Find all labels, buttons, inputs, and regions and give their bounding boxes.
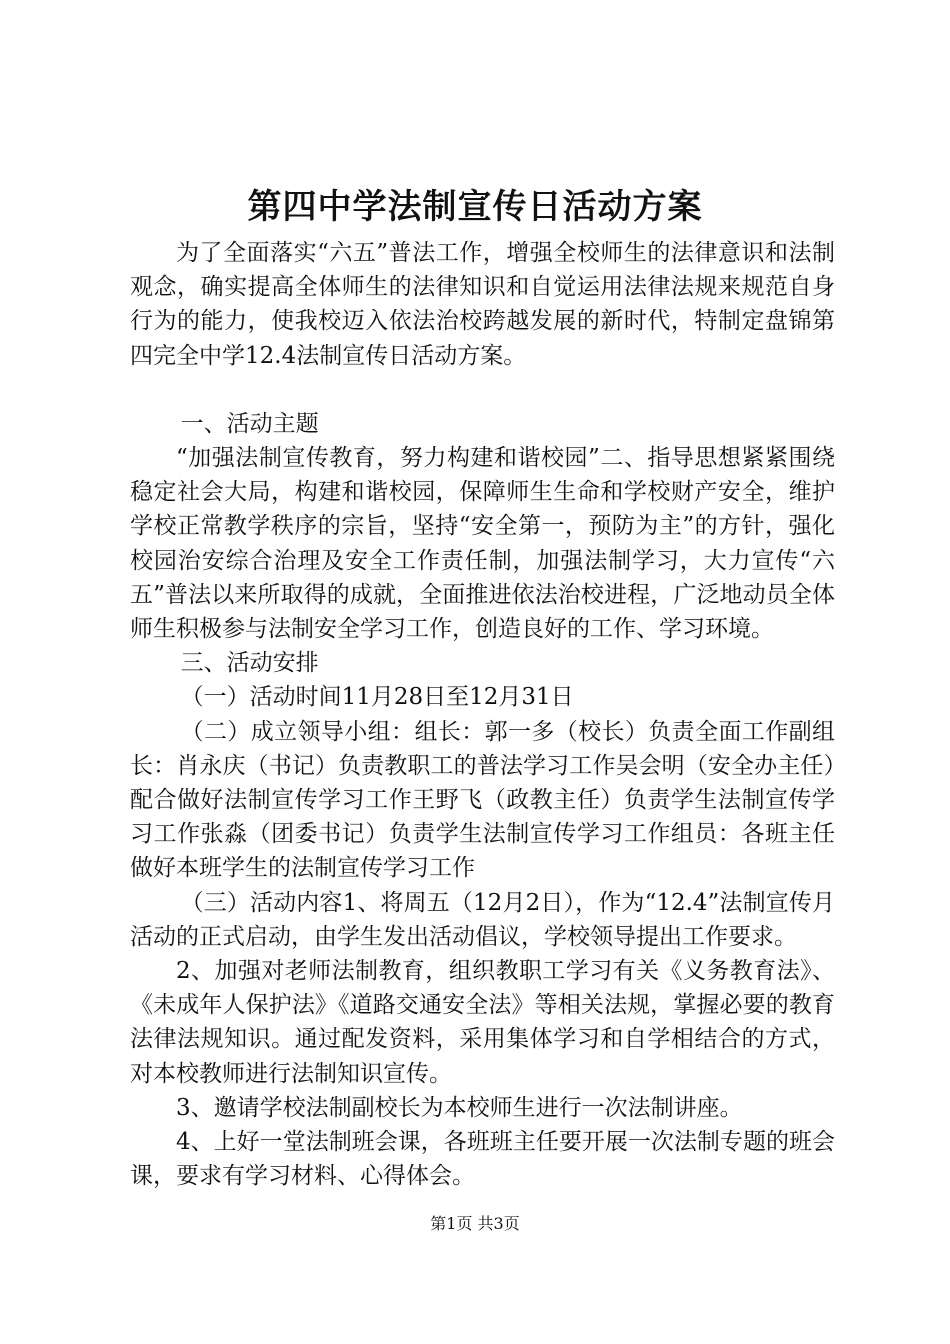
document-title: 第四中学法制宣传日活动方案 [247,187,703,227]
content-item-2: 2、加强对老师法制教育，组织教职工学习有关《义务教育法》、《未成年人保护法》《道路交通安全法》等相关法规，掌握必要的教育法律法规知识。通过配发资料，采用集体学习和自学相结合的方式，对本校教师进行法制知识宣传。 [130,958,835,1087]
section-heading-arrangement: 三、活动安排 [180,650,319,677]
theme-paragraph: “加强法制宣传教育，努力构建和谐校园”二、指导思想紧紧围绕稳定社会大局，构建和谐校园，保障师生生命和学校财产安全，维护学校正常教学秩序的宗旨，坚持“安全第一，预防为主”的方针，强化校园治安综合治理及安全工作责任制，加强法制学习，大力宣传“六五”普法以来所取得的成就，全面推进依法治校进程，广泛地动员全体师生积极参与法制安全学习工作，创造良好的工作、学习环境。 [130,445,835,643]
content-item-4: 4、上好一堂法制班会课，各班班主任要开展一次法制专题的班会课，要求有学习材料、心得体会。 [130,1129,835,1190]
arrangement-time: （一）活动时间11月28日至12月31日 [180,684,574,711]
arrangement-leadership: （二）成立领导小组：组长：郭一多（校长）负责全面工作副组长：肖永庆（书记）负责教职工的普法学习工作吴会明（安全办主任）配合做好法制宣传学习工作王野飞（政教主任）负责学生法制宣传学习工作张淼（团委书记）负责学生法制宣传学习工作组员：各班主任做好本班学生的法制宣传学习工作 [130,718,835,882]
paragraph-gap [130,373,835,407]
arrangement-content: （三）活动内容1、将周五（12月2日），作为“12.4”法制宣传月活动的正式启动，由学生发出活动倡议，学校领导提出工作要求。 [130,889,835,950]
intro-paragraph: 为了全面落实“六五”普法工作，增强全校师生的法律意识和法制观念，确实提高全体师生的法律知识和自觉运用法律法规来规范自身行为的能力，使我校迈入依法治校跨越发展的新时代，特制定盘锦第四完全中学12.4法制宣传日活动方案。 [130,240,835,369]
document-body [130,236,835,1193]
section-heading-theme: 一、活动主题 [180,410,319,437]
content-item-3: 3、邀请学校法制副校长为本校师生进行一次法制讲座。 [176,1094,743,1121]
page-footer: 第1页 共3页 [430,1214,520,1233]
